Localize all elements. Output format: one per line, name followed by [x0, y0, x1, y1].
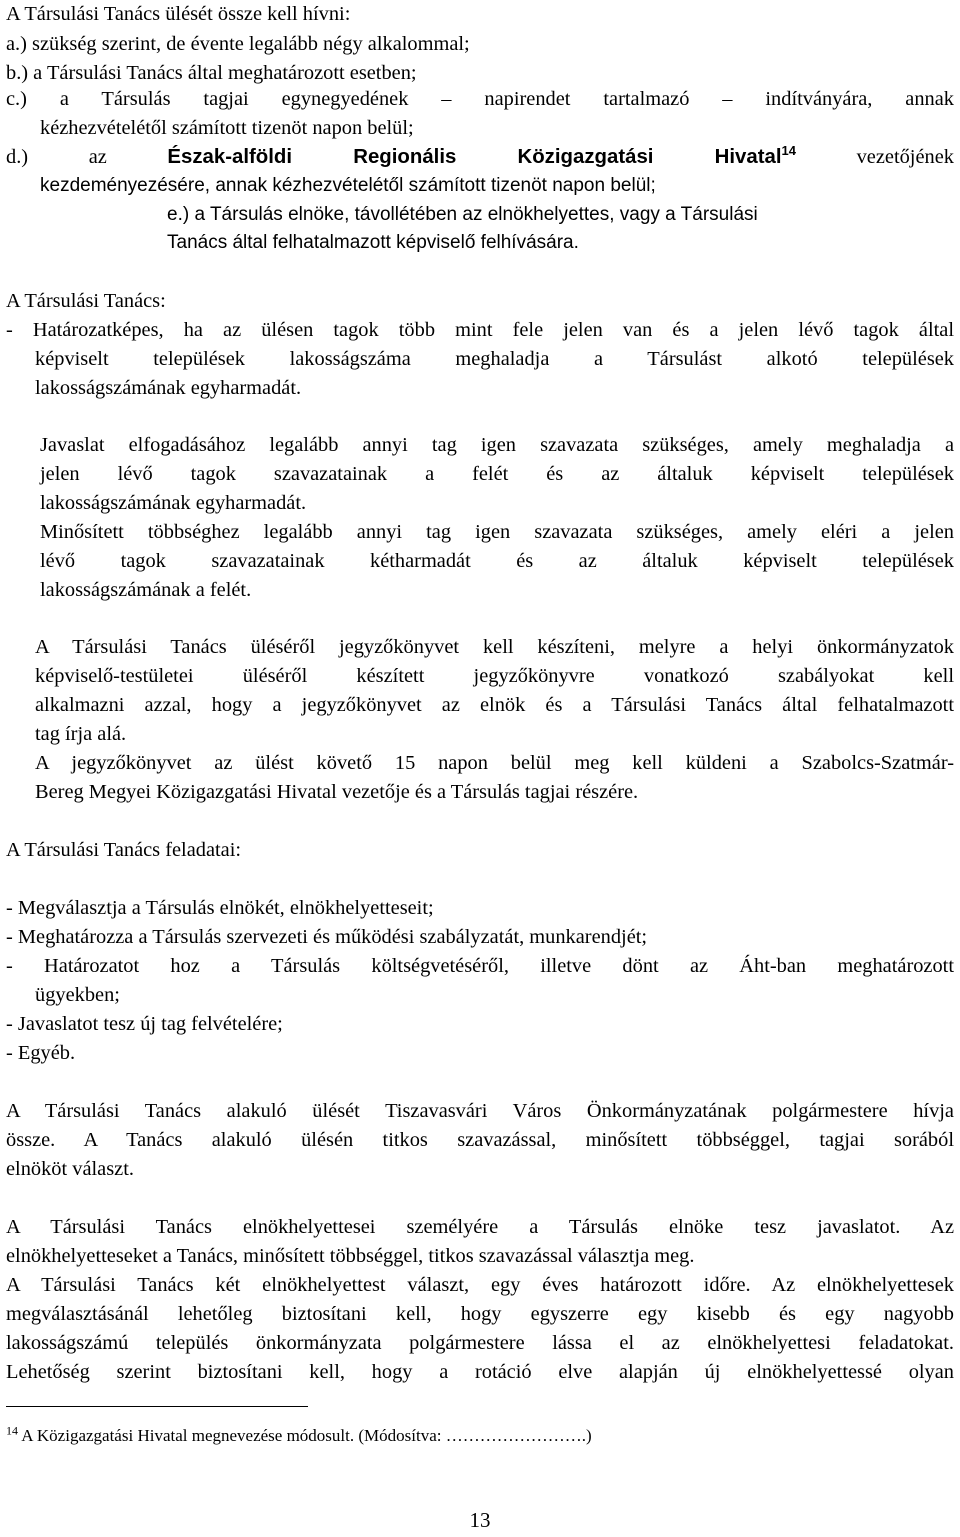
convene-item-c-line2: kézhezvételétől számított tizenöt napon belül;: [40, 117, 414, 139]
inaugural-line3: elnököt választ.: [6, 1158, 134, 1180]
minutes-line4: tag írja alá.: [35, 723, 127, 745]
footnote-number: 14: [6, 1423, 18, 1438]
footnote: [6, 1423, 592, 1446]
quorum-line3: lakosságszámának egyharmadát.: [35, 377, 302, 399]
deputies-line1: A Társulási Tanács elnökhelyettesei személyére a Társulás elnöke tesz javaslatot. Az: [6, 1216, 954, 1238]
deputies-line5: lakosságszámú település önkormányzata polgármestere lássa el az elnökhelyettesi feladatokat.: [6, 1332, 954, 1354]
voting-line5: lévő tagok szavazatainak kétharmadát és az általuk képviselt települések: [40, 550, 954, 572]
deputies-line3: A Társulási Tanács két elnökhelyettest választ, egy éves határozott időre. Az elnökhelyettesek: [6, 1274, 954, 1296]
convene-item-d-authority: Észak-alföldi Regionális Közigazgatási Hivatal: [167, 146, 782, 168]
tasks-item5: - Egyéb.: [6, 1042, 76, 1064]
footnote-separator: [6, 1406, 308, 1407]
inaugural-line2: össze. A Tanács alakuló ülésén titkos szavazással, minősített többséggel, tagjai sorából: [6, 1129, 954, 1151]
voting-line3: lakosságszámának egyharmadát.: [40, 492, 307, 514]
quorum-line2: képviselt települések lakosságszáma meghaladja a Társulást alkotó települések: [35, 348, 954, 370]
minutes-line2: képviselő-testületei üléséről készített jegyzőkönyvre vonatkozó szabályokat kell: [35, 665, 954, 687]
tasks-item3-line2: ügyekben;: [35, 984, 120, 1006]
tasks-item1: - Megválasztja a Társulás elnökét, elnökhelyetteseit;: [6, 897, 434, 919]
minutes-line3: alkalmazni azzal, hogy a jegyzőkönyvet az elnök és a Társulási Tanács által felhatalmazott: [35, 694, 954, 716]
convene-item-b: b.) a Társulási Tanács által meghatározott esetben;: [6, 62, 417, 84]
quorum-title: A Társulási Tanács:: [6, 290, 166, 312]
quorum-line1: - Határozatképes, ha az ülésen tagok több mint fele jelen van és a jelen lévő tagok által: [6, 319, 954, 341]
voting-line2: jelen lévő tagok szavazatainak a felét és az általuk képviselt települések: [40, 463, 954, 485]
deputies-line4: megválasztásánál lehetőleg biztosítani kell, hogy egyszerre egy kisebb és egy nagyobb: [6, 1303, 954, 1325]
convene-item-e-line2: Tanács által felhatalmazott képviselő felhívására.: [167, 232, 579, 253]
voting-line4: Minősített többséghez legalább annyi tag igen szavazata szükséges, amely eléri a jelen: [40, 521, 954, 543]
voting-line6: lakosságszámának a felét.: [40, 579, 252, 601]
convene-item-d-line1: [6, 145, 954, 169]
convene-item-d-suffix: vezetőjének: [856, 146, 954, 168]
minutes-line5: A jegyzőkönyvet az ülést követő 15 napon belül meg kell küldeni a Szabolcs-Szatmár-: [35, 752, 954, 774]
page-number: 13: [469, 1508, 491, 1532]
voting-line1: Javaslat elfogadásához legalább annyi tag igen szavazata szükséges, amely meghaladja a: [40, 434, 954, 456]
deputies-line2: elnökhelyetteseket a Tanács, minősített többséggel, titkos szavazással választja meg.: [6, 1245, 695, 1267]
minutes-line6: Bereg Megyei Közigazgatási Hivatal vezetője és a Társulás tagjai részére.: [35, 781, 639, 803]
tasks-item2: - Meghatározza a Társulás szervezeti és működési szabályzatát, munkarendjét;: [6, 926, 648, 948]
convene-item-d-line2: kezdeményezésére, annak kézhezvételétől számított tizenöt napon belül;: [40, 175, 656, 196]
tasks-item3-line1: - Határozatot hoz a Társulás költségvetéséről, illetve dönt az Áht-ban meghatározott: [6, 955, 954, 977]
footnote-text: A Közigazgatási Hivatal megnevezése módosult. (Módosítva: …………………….): [18, 1426, 592, 1445]
convene-title: A Társulási Tanács ülését össze kell hívni:: [6, 3, 351, 25]
inaugural-line1: A Társulási Tanács alakuló ülését Tiszavasvári Város Önkormányzatának polgármestere hívja: [6, 1100, 954, 1122]
tasks-title: A Társulási Tanács feladatai:: [6, 839, 242, 861]
convene-item-a: a.) szükség szerint, de évente legalább négy alkalommal;: [6, 33, 470, 55]
convene-item-c-line1: c.) a Társulás tagjai egynegyedének – napirendet tartalmazó – indítványára, annak: [6, 88, 954, 110]
tasks-item4: - Javaslatot tesz új tag felvételére;: [6, 1013, 283, 1035]
convene-item-d-prefix: d.) az: [6, 146, 107, 168]
minutes-line1: A Társulási Tanács üléséről jegyzőkönyvet kell készíteni, melyre a helyi önkormányzatok: [35, 636, 954, 658]
footnote-ref: 14: [781, 143, 796, 159]
convene-item-e-line1: e.) a Társulás elnöke, távollétében az elnökhelyettes, vagy a Társulási: [167, 204, 758, 225]
deputies-line6: Lehetőség szerint biztosítani kell, hogy a rotáció elve alapján új elnökhelyettessé olyan: [6, 1361, 954, 1383]
